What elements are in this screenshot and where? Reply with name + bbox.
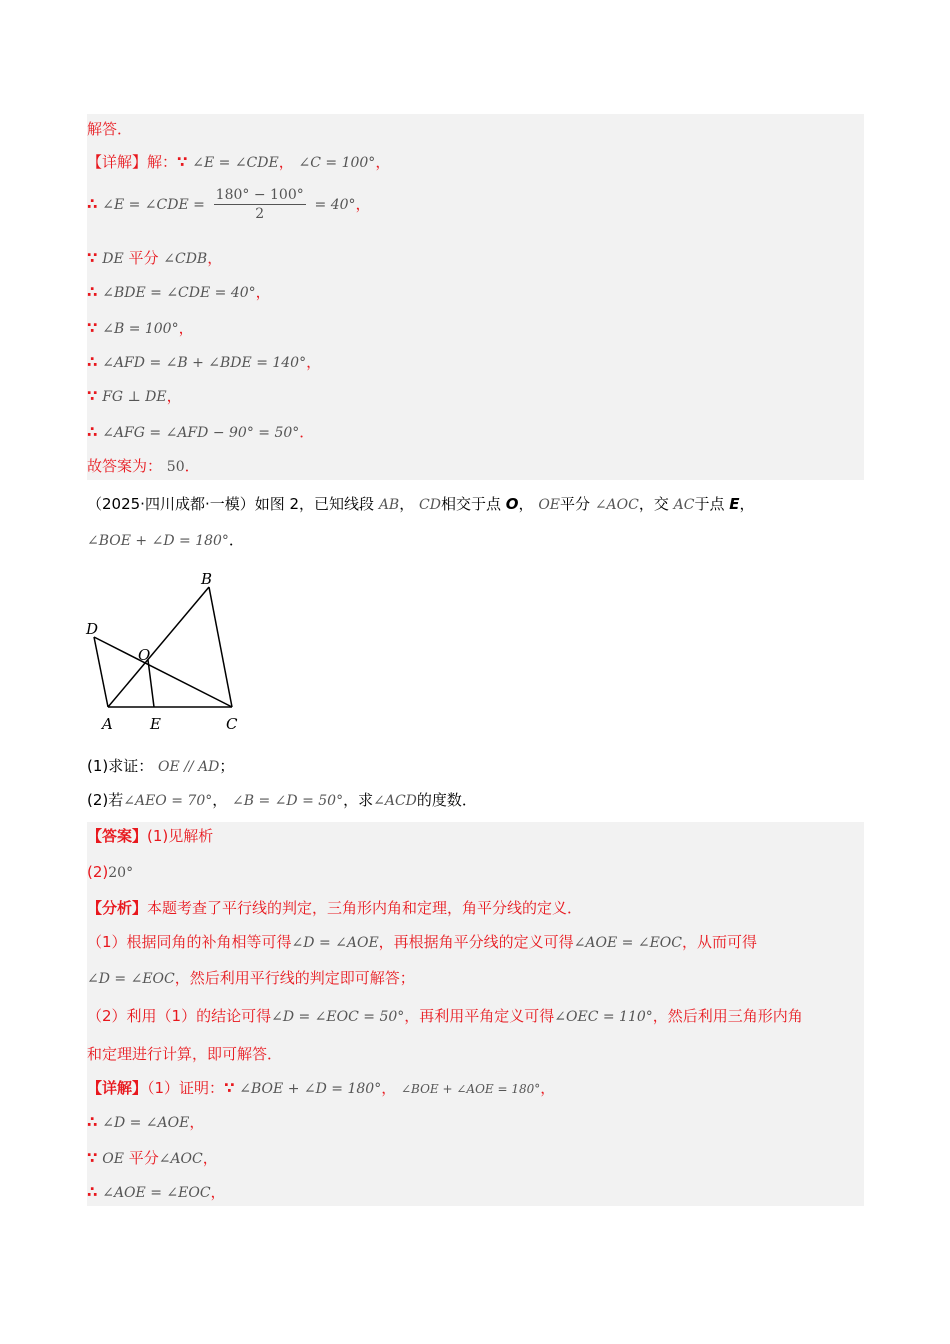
math: ∠B = 100°	[102, 321, 179, 337]
text: ，	[306, 353, 322, 371]
fraction	[214, 186, 306, 223]
text: ，	[189, 1113, 205, 1131]
text: （1）证明：	[147, 1079, 225, 1097]
therefore-symbol: ∴	[87, 353, 98, 371]
text: ，	[355, 195, 371, 213]
detail-tag: 【详解】	[87, 1079, 148, 1097]
text: （2025·四川成都·一模）如图 2，已知线段	[87, 495, 375, 513]
detail-line	[87, 1148, 218, 1169]
text: 故答案为：	[87, 457, 163, 475]
because-symbol: ∵	[177, 153, 188, 171]
text: ，	[518, 495, 534, 513]
text: 于点	[694, 495, 725, 513]
text: ，	[375, 153, 391, 171]
label-A: A	[102, 715, 113, 733]
math: ∠OEC = 110°	[554, 1009, 653, 1025]
label-O: O	[138, 646, 151, 664]
text: （1）根据同角的补角相等可得	[87, 933, 292, 951]
segment-BC	[209, 587, 232, 707]
point-label: O	[505, 495, 519, 513]
math: ∠AFD = ∠B + ∠BDE = 140°	[102, 355, 307, 371]
text: ．	[299, 423, 315, 441]
solution-line	[87, 386, 182, 407]
segment-DC	[94, 637, 232, 707]
problem-line	[87, 530, 244, 551]
math: ∠AOC	[158, 1151, 203, 1167]
segment-DA	[94, 637, 108, 707]
text: (2)	[87, 863, 109, 881]
text: 本题考查了平行线的判定，三角形内角和定理，角平分线的定义．	[147, 899, 583, 917]
text: 解答．	[87, 120, 133, 138]
text: 平分	[128, 1149, 159, 1167]
solution-line	[87, 248, 222, 269]
math: = 40°	[314, 197, 356, 213]
math: DE	[102, 251, 124, 267]
answer-line	[87, 826, 213, 846]
label-C: C	[226, 715, 238, 733]
math: ∠E = ∠CDE =	[102, 197, 205, 213]
text: ，然后利用三角形内角	[652, 1007, 803, 1025]
text: ，	[278, 153, 294, 171]
label-E: E	[150, 715, 161, 733]
because-symbol: ∵	[87, 1149, 98, 1167]
text: ，	[255, 283, 271, 301]
math: ∠AFG = ∠AFD − 90° = 50°	[102, 425, 300, 441]
solution-line	[87, 282, 271, 303]
math: ∠BOE + ∠AOE = 180°	[401, 1082, 541, 1096]
analysis-line	[87, 968, 415, 989]
math: 20°	[108, 865, 134, 881]
text: ，	[540, 1079, 556, 1097]
text: ，从而可得	[682, 933, 758, 951]
therefore-symbol: ∴	[87, 1113, 98, 1131]
therefore-symbol: ∴	[87, 1183, 98, 1201]
math: ∠BDE = ∠CDE = 40°	[102, 285, 256, 301]
math: OE	[102, 1151, 124, 1167]
text: ，求	[343, 791, 374, 809]
because-symbol: ∵	[87, 319, 98, 337]
solution-line	[87, 152, 390, 173]
math: ∠AEO = 70°	[123, 793, 213, 809]
text: ，	[739, 495, 755, 513]
math: ∠D = ∠EOC	[87, 971, 175, 987]
math: ∠D = ∠AOE	[291, 935, 379, 951]
text: ，	[207, 249, 223, 267]
solution-line	[87, 318, 194, 339]
solution-line	[87, 456, 200, 477]
text: (1)见解析	[147, 827, 214, 845]
text: 的度数．	[416, 791, 477, 809]
math: ∠AOE = ∠EOC	[102, 1185, 211, 1201]
math: AC	[673, 497, 695, 513]
label-B: B	[201, 570, 213, 588]
math: ∠BOE + ∠D = 180°	[87, 533, 229, 549]
text: （2）利用（1）的结论可得	[87, 1007, 272, 1025]
detail-line	[87, 1078, 555, 1099]
text: ，	[210, 1183, 226, 1201]
label-D: D	[86, 620, 99, 638]
math: ∠B = ∠D = 50°	[232, 793, 344, 809]
numerator: 180° − 100°	[215, 187, 304, 203]
text: 和定理进行计算，即可解答．	[87, 1045, 283, 1063]
analysis-line	[87, 1044, 282, 1064]
math: OE // AD	[158, 759, 220, 775]
analysis-tag: 【分析】	[87, 899, 148, 917]
solution-line	[87, 352, 321, 373]
point-label: E	[729, 495, 740, 513]
math: ∠AOE = ∠EOC	[573, 935, 682, 951]
math: ∠CDB	[163, 251, 208, 267]
math: ∠E = ∠CDE	[192, 155, 279, 171]
because-symbol: ∵	[224, 1079, 235, 1097]
text: ，	[202, 1149, 218, 1167]
geometry-figure	[80, 562, 250, 737]
answer-tag: 【答案】	[87, 827, 148, 845]
denominator: 2	[255, 206, 265, 222]
math: 50	[166, 459, 185, 475]
answer-line	[87, 862, 133, 883]
text: ，	[381, 1079, 397, 1097]
text: ，	[166, 387, 182, 405]
math: OE	[538, 497, 561, 513]
because-symbol: ∵	[87, 249, 98, 267]
problem-line	[87, 494, 755, 515]
text: 平分	[560, 495, 591, 513]
text: (1)求证：	[87, 757, 154, 775]
analysis-line	[87, 898, 582, 918]
text: ．	[228, 531, 244, 549]
text: ，再根据角平分线的定义可得	[378, 933, 574, 951]
solution-line	[87, 422, 314, 443]
detail-line	[87, 1112, 204, 1133]
detail-tag: 【详解】	[87, 153, 148, 171]
question-1	[87, 756, 234, 777]
text: ，再利用平角定义可得	[404, 1007, 555, 1025]
text: 平分	[128, 249, 159, 267]
analysis-line	[87, 932, 757, 953]
math: ∠BOE + ∠D = 180°	[239, 1081, 382, 1097]
math: ∠D = ∠AOE	[102, 1115, 190, 1131]
analysis-line	[87, 1006, 803, 1027]
text: 解：	[147, 153, 178, 171]
question-2	[87, 790, 477, 811]
text: ，	[178, 319, 194, 337]
because-symbol: ∵	[87, 387, 98, 405]
text: (2)若	[87, 791, 124, 809]
solution-line	[87, 186, 371, 223]
text: ，	[212, 791, 228, 809]
text: ．	[184, 457, 200, 475]
solution-line	[87, 119, 132, 139]
segment-AB	[108, 587, 209, 707]
math: CD	[419, 497, 441, 513]
text: ，交	[638, 495, 669, 513]
math: ∠AOC	[594, 497, 639, 513]
text: 相交于点	[440, 495, 501, 513]
text: ；	[219, 757, 235, 775]
text: ，	[399, 495, 415, 513]
text: ，然后利用平行线的判定即可解答；	[174, 969, 415, 987]
math: ∠C = 100°	[298, 155, 376, 171]
math: FG ⊥ DE	[102, 389, 167, 405]
math: AB	[378, 497, 400, 513]
math: ∠D = ∠EOC = 50°	[271, 1009, 405, 1025]
therefore-symbol: ∴	[87, 283, 98, 301]
therefore-symbol: ∴	[87, 423, 98, 441]
math: ∠ACD	[373, 793, 417, 809]
detail-line	[87, 1182, 226, 1203]
therefore-symbol: ∴	[87, 195, 98, 213]
